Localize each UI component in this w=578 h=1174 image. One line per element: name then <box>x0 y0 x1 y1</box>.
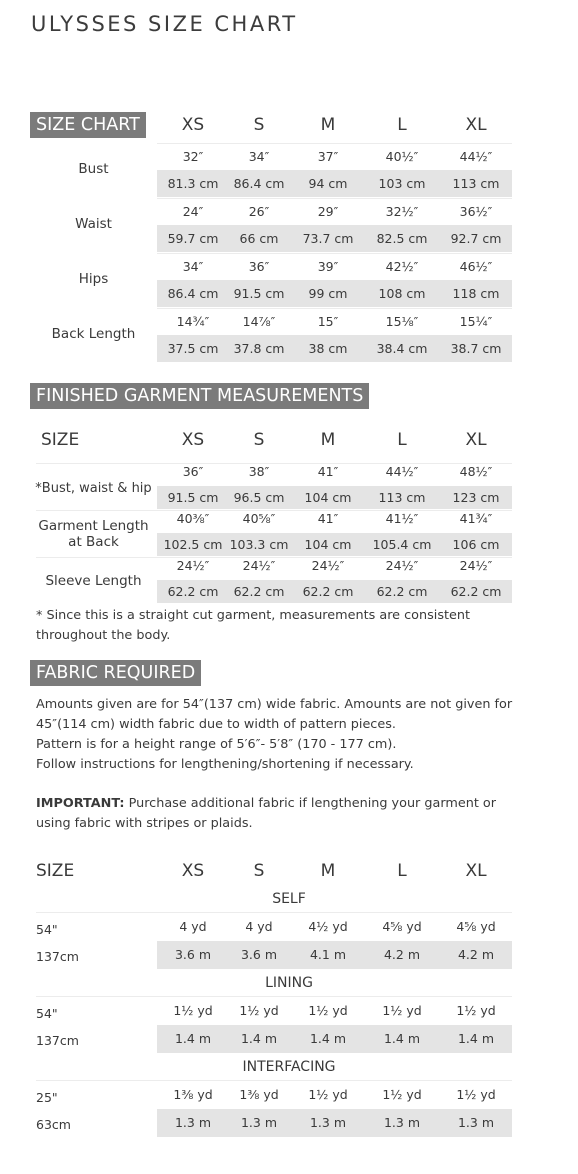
size-chart-header: SIZE CHART <box>30 112 146 138</box>
meter-value: 4.1 m <box>309 947 347 962</box>
inch-value: 40⅜″ <box>176 511 210 526</box>
size-column-header: M <box>320 861 336 881</box>
inch-value: 38″ <box>248 464 270 479</box>
measurement-label: Back Length <box>51 326 136 342</box>
cm-value: 91.5 cm <box>233 286 285 301</box>
yardage-value: 4 yd <box>179 919 207 934</box>
size-column-header: L <box>397 861 407 881</box>
inch-value: 15⅛″ <box>385 314 419 329</box>
fabric-group-title: INTERFACING <box>242 1059 336 1075</box>
meter-value: 1.4 m <box>309 1031 347 1046</box>
cm-value: 113 cm <box>378 490 426 505</box>
yardage-value: 4⅝ yd <box>382 919 422 934</box>
inch-value: 26″ <box>248 204 270 219</box>
inch-value: 36½″ <box>459 204 493 219</box>
important-label: IMPORTANT: <box>36 796 125 811</box>
measurement-label: Waist <box>75 216 112 232</box>
inch-value: 24½″ <box>459 558 493 573</box>
inch-value: 42½″ <box>385 259 419 274</box>
cm-value: 82.5 cm <box>376 231 428 246</box>
meter-label: 137cm <box>36 949 79 964</box>
inch-value: 46½″ <box>459 259 493 274</box>
finished-header: FINISHED GARMENT MEASUREMENTS <box>30 383 369 409</box>
size-column-header: M <box>320 115 336 135</box>
inch-value: 41″ <box>317 464 339 479</box>
inch-value: 24½″ <box>176 558 210 573</box>
measurement-label: Hips <box>78 271 109 287</box>
cm-value: 92.7 cm <box>450 231 502 246</box>
measurement-label: at Back <box>68 534 119 550</box>
meter-value: 1.4 m <box>240 1031 278 1046</box>
important-note <box>36 794 496 814</box>
meter-label: 137cm <box>36 1033 79 1048</box>
yardage-value: 1½ yd <box>173 1003 213 1018</box>
size-column-header: XS <box>181 430 205 450</box>
cm-value: 96.5 cm <box>233 490 285 505</box>
fabric-group-title: LINING <box>265 975 313 991</box>
meter-value: 1.3 m <box>309 1115 347 1130</box>
inch-value: 41½″ <box>385 511 419 526</box>
inch-value: 15″ <box>317 314 339 329</box>
important-note: using fabric with stripes or plaids. <box>36 816 253 831</box>
inch-value: 44½″ <box>385 464 419 479</box>
yardage-value: 1½ yd <box>382 1003 422 1018</box>
yardage-value: 1⅜ yd <box>239 1087 279 1102</box>
inch-value: 24½″ <box>311 558 345 573</box>
meter-label: 63cm <box>36 1117 71 1132</box>
yardage-value: 1½ yd <box>456 1087 496 1102</box>
size-column-header: XL <box>465 430 487 450</box>
cm-value: 123 cm <box>452 490 500 505</box>
meter-value: 3.6 m <box>240 947 278 962</box>
cm-value: 62.2 cm <box>233 584 285 599</box>
inch-value: 44½″ <box>459 149 493 164</box>
size-column-header: S <box>253 115 265 135</box>
meter-value: 1.3 m <box>457 1115 495 1130</box>
fabric-group-title: SELF <box>272 891 306 907</box>
inch-value: 36″ <box>182 464 204 479</box>
meter-value: 4.2 m <box>383 947 421 962</box>
cm-value: 73.7 cm <box>302 231 354 246</box>
cm-value: 103.3 cm <box>229 537 289 552</box>
meter-value: 4.2 m <box>457 947 495 962</box>
fabric-header: FABRIC REQUIRED <box>30 660 201 686</box>
inch-value: 24½″ <box>385 558 419 573</box>
cm-value: 91.5 cm <box>167 490 219 505</box>
inch-value: 14¾″ <box>176 314 210 329</box>
cm-value: 118 cm <box>452 286 500 301</box>
cm-value: 102.5 cm <box>163 537 223 552</box>
cm-value: 86.4 cm <box>167 286 219 301</box>
inch-value: 32½″ <box>385 204 419 219</box>
cm-value: 62.2 cm <box>376 584 428 599</box>
size-label: SIZE <box>36 861 75 881</box>
meter-value: 1.4 m <box>457 1031 495 1046</box>
cm-value: 94 cm <box>308 176 348 191</box>
cm-value: 81.3 cm <box>167 176 219 191</box>
size-column-header: XL <box>465 861 487 881</box>
inch-value: 34″ <box>248 149 270 164</box>
cm-value: 106 cm <box>452 537 500 552</box>
cm-value: 38.7 cm <box>450 341 502 356</box>
inch-value: 41″ <box>317 511 339 526</box>
size-column-header: M <box>320 430 336 450</box>
meter-value: 1.3 m <box>240 1115 278 1130</box>
inch-value: 34″ <box>182 259 204 274</box>
inch-value: 37″ <box>317 149 339 164</box>
footnote: throughout the body. <box>36 628 171 643</box>
cm-value: 103 cm <box>378 176 426 191</box>
cm-value: 86.4 cm <box>233 176 285 191</box>
inch-value: 24″ <box>182 204 204 219</box>
measurement-label: *Bust, waist & hip <box>35 481 152 496</box>
cm-value: 37.8 cm <box>233 341 285 356</box>
yardage-value: 4 yd <box>245 919 273 934</box>
yardage-value: 1⅜ yd <box>173 1087 213 1102</box>
yardage-value: 1½ yd <box>239 1003 279 1018</box>
inch-value: 29″ <box>317 204 339 219</box>
measurement-label: Bust <box>78 161 109 177</box>
yardage-value: 1½ yd <box>308 1003 348 1018</box>
yardage-label: 54" <box>36 1006 58 1021</box>
cm-value: 62.2 cm <box>167 584 219 599</box>
size-column-header: S <box>253 861 265 881</box>
size-column-header: L <box>397 430 407 450</box>
cm-value: 113 cm <box>452 176 500 191</box>
yardage-label: 25" <box>36 1090 58 1105</box>
footnote: * Since this is a straight cut garment, measurements are consistent <box>36 608 471 623</box>
cm-value: 38.4 cm <box>376 341 428 356</box>
inch-value: 40⅝″ <box>242 511 276 526</box>
yardage-label: 54" <box>36 922 58 937</box>
fabric-note: 45″(114 cm) width fabric due to width of pattern pieces. <box>36 717 396 732</box>
inch-value: 24½″ <box>242 558 276 573</box>
meter-value: 1.4 m <box>383 1031 421 1046</box>
inch-value: 48½″ <box>459 464 493 479</box>
yardage-value: 4½ yd <box>308 919 348 934</box>
yardage-value: 4⅝ yd <box>456 919 496 934</box>
inch-value: 39″ <box>317 259 339 274</box>
size-column-header: S <box>253 430 265 450</box>
inch-value: 14⅞″ <box>242 314 276 329</box>
page-title: ULYSSES SIZE CHART <box>31 12 298 36</box>
size-column-header: L <box>397 115 407 135</box>
size-column-header: XL <box>465 115 487 135</box>
fabric-note: Follow instructions for lengthening/shortening if necessary. <box>36 757 414 772</box>
cm-value: 37.5 cm <box>167 341 219 356</box>
inch-value: 32″ <box>182 149 204 164</box>
cm-value: 105.4 cm <box>372 537 432 552</box>
meter-value: 3.6 m <box>174 947 212 962</box>
yardage-value: 1½ yd <box>308 1087 348 1102</box>
important-text: Purchase additional fabric if lengthening your garment or <box>124 796 497 811</box>
inch-value: 40½″ <box>385 149 419 164</box>
cm-value: 104 cm <box>304 537 352 552</box>
meter-value: 1.3 m <box>174 1115 212 1130</box>
cm-value: 66 cm <box>239 231 279 246</box>
cm-value: 99 cm <box>308 286 348 301</box>
cm-value: 62.2 cm <box>450 584 502 599</box>
yardage-value: 1½ yd <box>382 1087 422 1102</box>
fabric-note: Pattern is for a height range of 5′6″- 5′8″ (170 - 177 cm). <box>36 737 397 752</box>
yardage-value: 1½ yd <box>456 1003 496 1018</box>
fabric-note: Amounts given are for 54″(137 cm) wide fabric. Amounts are not given for <box>36 697 513 712</box>
cm-value: 38 cm <box>308 341 348 356</box>
size-column-header: XS <box>181 861 205 881</box>
cm-value: 104 cm <box>304 490 352 505</box>
size-label: SIZE <box>41 430 80 450</box>
inch-value: 36″ <box>248 259 270 274</box>
measurement-label: Sleeve Length <box>45 573 142 589</box>
cm-value: 108 cm <box>378 286 426 301</box>
meter-value: 1.4 m <box>174 1031 212 1046</box>
cm-value: 59.7 cm <box>167 231 219 246</box>
inch-value: 15¼″ <box>459 314 493 329</box>
size-column-header: XS <box>181 115 205 135</box>
measurement-label: Garment Length <box>38 518 149 534</box>
meter-value: 1.3 m <box>383 1115 421 1130</box>
inch-value: 41¾″ <box>459 511 493 526</box>
cm-value: 62.2 cm <box>302 584 354 599</box>
